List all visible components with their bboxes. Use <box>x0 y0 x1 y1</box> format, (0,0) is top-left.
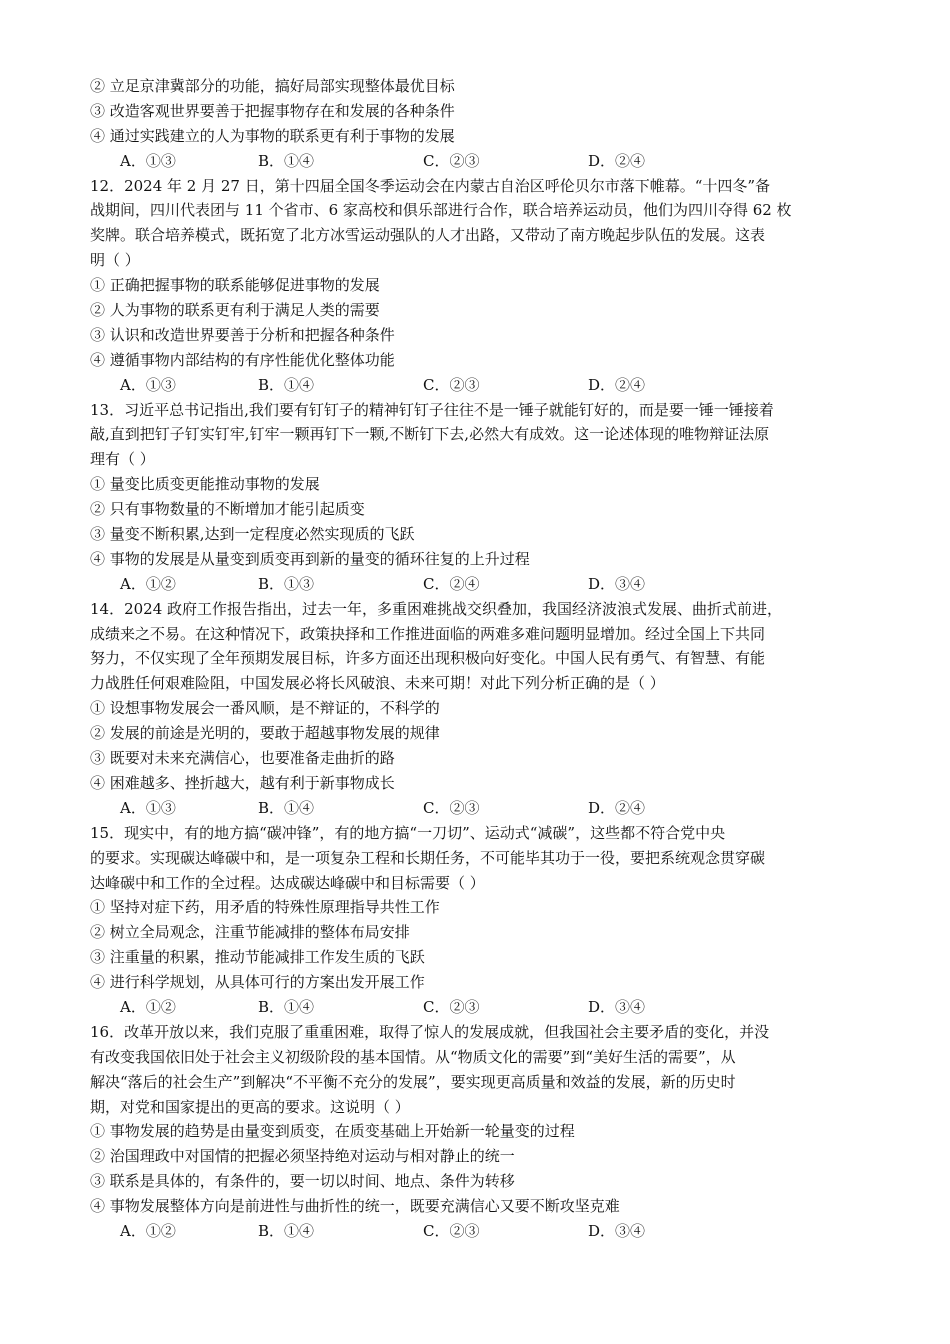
answer-options <box>90 572 870 597</box>
statement-4: ④ 事物发展整体方向是前进性与曲折性的统一，既要充满信心又要不断攻坚克难 <box>90 1197 620 1216</box>
question-stem-line: 12．2024 年 2 月 27 日，第十四届全国冬季运动会在内蒙古自治区呼伦贝尔市落下帷幕。“十四冬”备 <box>90 176 771 195</box>
statement-1: ① 正确把握事物的联系能够促进事物的发展 <box>90 276 380 295</box>
question-stem-line: 明（ ） <box>90 251 140 270</box>
statement-3: ③ 认识和改造世界要善于分析和把握各种条件 <box>90 325 395 344</box>
option-b[interactable]: B．①④ <box>258 1221 315 1240</box>
answer-options <box>90 995 870 1020</box>
question-16 <box>90 1020 870 1244</box>
question-stem-line: 解决“落后的社会生产”到解决“不平衡不充分的发展”，要实现更高质量和效益的发展，新的历史时 <box>90 1072 736 1091</box>
option-a[interactable]: A．①③ <box>120 375 176 394</box>
question-stem-line: 奖牌。联合培养模式，既拓宽了北方冰雪运动强队的人才出路，又带动了南方晚起步队伍的发展。这表 <box>90 226 766 245</box>
option-c[interactable]: C．②③ <box>423 375 480 394</box>
option-a[interactable]: A．①② <box>120 997 176 1016</box>
question-12 <box>90 174 870 398</box>
option-b[interactable]: B．①③ <box>258 574 315 593</box>
option-c[interactable]: C．②③ <box>423 151 480 170</box>
statement-2: ② 树立全局观念，注重节能减排的整体布局安排 <box>90 923 410 942</box>
statement-3: ③ 联系是具体的，有条件的，要一切以时间、地点、条件为转移 <box>90 1172 515 1191</box>
statement-2: ② 发展的前途是光明的，要敢于超越事物发展的规律 <box>90 724 440 743</box>
statement-4: ④ 进行科学规划，从具体可行的方案出发开展工作 <box>90 973 425 992</box>
option-c[interactable]: C．②③ <box>423 798 480 817</box>
statement-1: ① 事物发展的趋势是由量变到质变，在质变基础上开始新一轮量变的过程 <box>90 1122 575 1141</box>
question-stem-line: 理有（ ） <box>90 450 155 469</box>
statement-2: ② 只有事物数量的不断增加才能引起质变 <box>90 500 365 519</box>
statement-4: ④ 困难越多、挫折越大，越有利于新事物成长 <box>90 773 395 792</box>
option-b[interactable]: B．①④ <box>258 798 315 817</box>
exam-page <box>90 74 870 1244</box>
statement-3: ③ 量变不断积累,达到一定程度必然实现质的飞跃 <box>90 525 415 544</box>
question-stem-line: 达峰碳中和工作的全过程。达成碳达峰碳中和目标需要（ ） <box>90 873 485 892</box>
question-13 <box>90 398 870 597</box>
statement-3: ③ 注重量的积累，推动节能减排工作发生质的飞跃 <box>90 948 425 967</box>
answer-options <box>90 373 870 398</box>
question-stem-line: 13．习近平总书记指出,我们要有钉钉子的精神钉钉子往往不是一锤子就能钉好的，而是要一锤一锤接着 <box>90 400 774 419</box>
statement-1: ① 坚持对症下药，用矛盾的特殊性原理指导共性工作 <box>90 898 440 917</box>
answer-options <box>90 796 870 821</box>
question-stem-line: 成绩来之不易。在这种情况下，政策抉择和工作推进面临的两难多难问题明显增加。经过全国上下共同 <box>90 624 766 643</box>
statement-1: ① 设想事物发展会一番风顺，是不辩证的，不科学的 <box>90 699 440 718</box>
option-d[interactable]: D．③④ <box>588 1221 646 1240</box>
question-11-tail <box>90 74 870 174</box>
question-stem-line: 16．改革开放以来，我们克服了重重困难，取得了惊人的发展成就，但我国社会主要矛盾的变化，并没 <box>90 1022 770 1041</box>
question-stem-line: 有改变我国依旧处于社会主义初级阶段的基本国情。从“物质文化的需要”到“美好生活的需要”，从 <box>90 1047 736 1066</box>
option-c[interactable]: C．②④ <box>423 574 480 593</box>
question-stem-line: 战期间，四川代表团与 11 个省市、6 家高校和俱乐部进行合作，联合培养运动员，他们为四川夺得 62 枚 <box>90 201 792 220</box>
question-stem-line: 期，对党和国家提出的更高的要求。这说明（ ） <box>90 1097 410 1116</box>
question-14 <box>90 597 870 821</box>
option-c[interactable]: C．②③ <box>423 997 480 1016</box>
statement-2: ② 治国理政中对国情的把握必须坚持绝对运动与相对静止的统一 <box>90 1147 515 1166</box>
option-b[interactable]: B．①④ <box>258 997 315 1016</box>
statement-4: ④ 遵循事物内部结构的有序性能优化整体功能 <box>90 350 395 369</box>
option-b[interactable]: B．①④ <box>258 151 315 170</box>
option-d[interactable]: D．③④ <box>588 997 646 1016</box>
statement-2: ② 立足京津冀部分的功能，搞好局部实现整体最优目标 <box>90 77 455 95</box>
option-d[interactable]: D．②④ <box>588 375 646 394</box>
statement-3: ③ 改造客观世界要善于把握事物存在和发展的各种条件 <box>90 101 455 120</box>
statement-3: ③ 既要对未来充满信心，也要准备走曲折的路 <box>90 749 395 768</box>
question-stem-line: 力战胜任何艰难险阻，中国发展必将长风破浪、未来可期！对此下列分析正确的是（ ） <box>90 674 665 693</box>
question-stem-line: 15．现实中，有的地方搞“碳冲锋”，有的地方搞“一刀切”、运动式“减碳”，这些都不符合党中央 <box>90 823 726 842</box>
option-d[interactable]: D．②④ <box>588 151 646 170</box>
question-stem-line: 14．2024 政府工作报告指出，过去一年，多重困难挑战交织叠加，我国经济波浪式发展、曲折式前进， <box>90 599 783 618</box>
statement-1: ① 量变比质变更能推动事物的发展 <box>90 475 320 494</box>
statement-2: ② 人为事物的联系更有利于满足人类的需要 <box>90 301 380 320</box>
option-a[interactable]: A．①③ <box>120 151 176 170</box>
option-a[interactable]: A．①③ <box>120 798 176 817</box>
option-c[interactable]: C．②③ <box>423 1221 480 1240</box>
option-d[interactable]: D．③④ <box>588 574 646 593</box>
option-a[interactable]: A．①② <box>120 1221 176 1240</box>
answer-options <box>90 1219 870 1244</box>
answer-options <box>90 149 870 174</box>
option-d[interactable]: D．②④ <box>588 798 646 817</box>
question-stem-line: 敲,直到把钉子钉实钉牢,钉牢一颗再钉下一颗,不断钉下去,必然大有成效。这一论述体现的唯物辩证法原 <box>90 425 770 444</box>
statement-4: ④ 通过实践建立的人为事物的联系更有利于事物的发展 <box>90 126 455 145</box>
option-b[interactable]: B．①④ <box>258 375 315 394</box>
question-15 <box>90 821 870 1020</box>
option-a[interactable]: A．①② <box>120 574 176 593</box>
statement-4: ④ 事物的发展是从量变到质变再到新的量变的循环往复的上升过程 <box>90 549 530 568</box>
question-stem-line: 努力，不仅实现了全年预期发展目标，许多方面还出现积极向好变化。中国人民有勇气、有智慧、有能 <box>90 649 766 668</box>
question-stem-line: 的要求。实现碳达峰碳中和，是一项复杂工程和长期任务，不可能毕其功于一役，要把系统观念贯穿碳 <box>90 848 766 867</box>
